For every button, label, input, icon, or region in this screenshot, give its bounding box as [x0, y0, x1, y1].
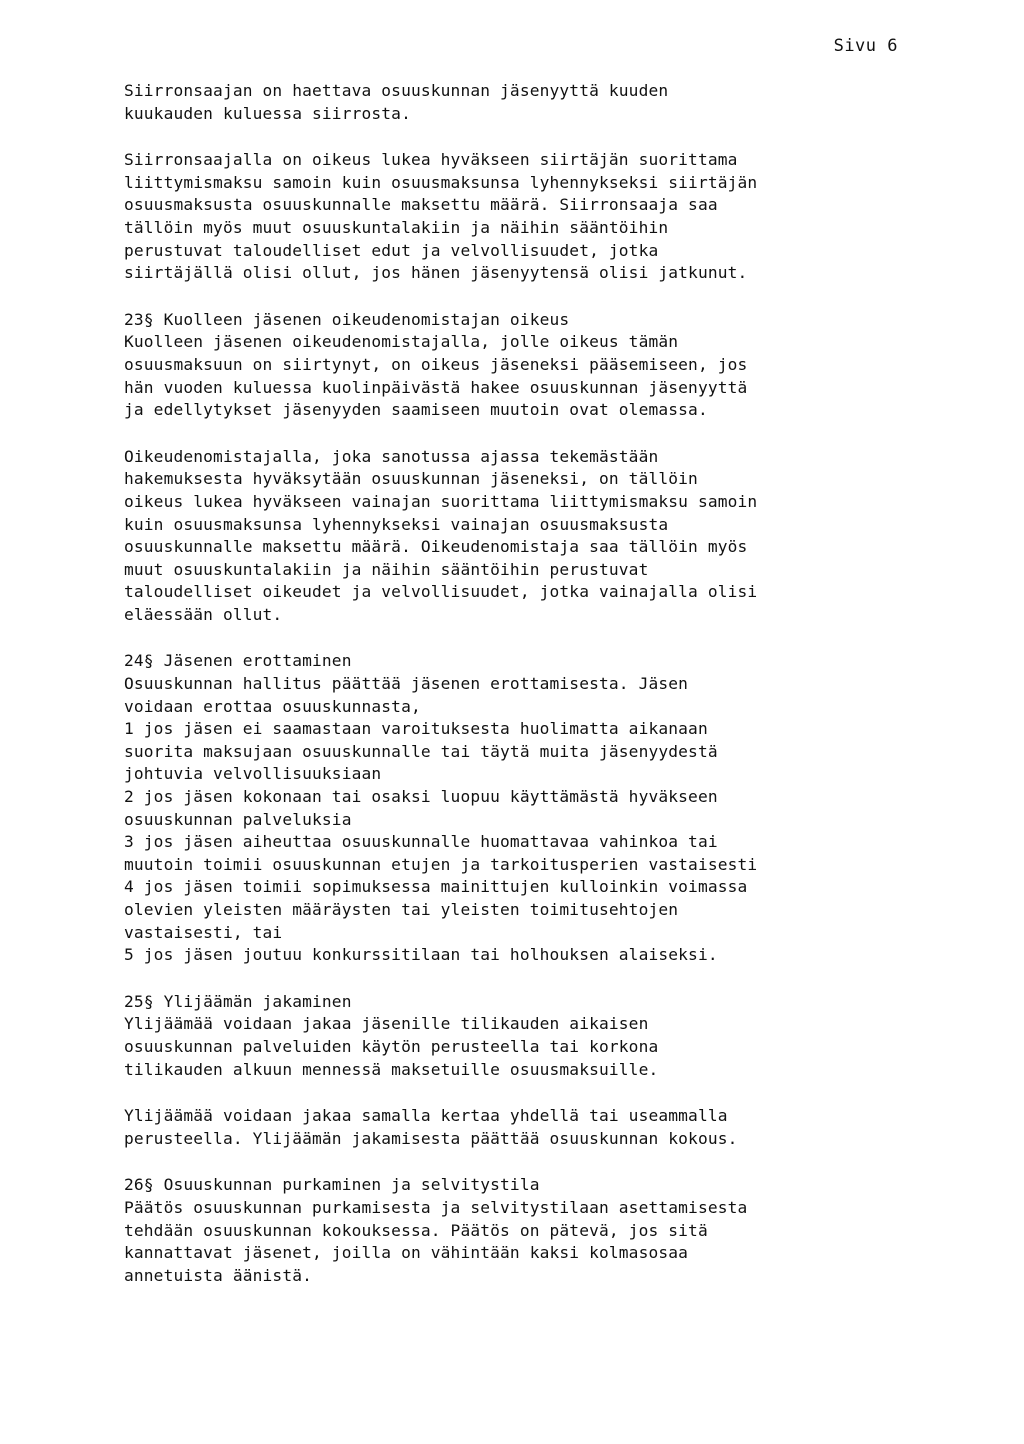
paragraph-heir-rights — [124, 446, 914, 627]
section-26 — [124, 1174, 914, 1287]
text-line: Siirronsaajan on haettava osuuskunnan jäsenyyttä kuuden — [124, 81, 669, 100]
paragraph-transferee-rights — [124, 149, 914, 285]
text-line: Osuuskunnan hallitus päättää jäsenen erottamisesta. Jäsen — [124, 674, 689, 694]
page-number: Sivu 6 — [833, 36, 898, 56]
text-line: johtuvia velvollisuuksiaan — [124, 764, 382, 784]
text-line: hakemuksesta hyväksytään osuuskunnan jäseneksi, on tällöin — [124, 469, 698, 489]
list-item: 2 jos jäsen kokonaan tai osaksi luopuu käyttämästä hyväkseen — [124, 787, 718, 807]
section-heading: 25§ Ylijäämän jakaminen — [124, 991, 352, 1011]
text-line: Siirronsaajalla on oikeus lukea hyväkseen siirtäjän suorittama — [124, 150, 738, 170]
list-item: 3 jos jäsen aiheuttaa osuuskunnalle huomattavaa vahinkoa tai — [124, 832, 718, 852]
text-line: Päätös osuuskunnan purkamisesta ja selvitystilaan asettamisesta — [124, 1197, 748, 1217]
text-line: Kuolleen jäsenen oikeudenomistajalla, jolle oikeus tämän — [124, 332, 679, 352]
text-line: tehdään osuuskunnan kokouksessa. Päätös on pätevä, jos sitä — [124, 1220, 708, 1240]
section-24 — [124, 650, 914, 966]
text-line: vastaisesti, tai — [124, 922, 283, 942]
list-item: 1 jos jäsen ei saamastaan varoituksesta huolimatta aikanaan — [124, 719, 708, 739]
text-line: Ylijäämää voidaan jakaa jäsenille tilikauden aikaisen — [124, 1014, 649, 1034]
text-line: tällöin myös muut osuuskuntalakiin ja näihin sääntöihin — [124, 217, 669, 237]
text-line: siirtäjällä olisi ollut, jos hänen jäsenyytensä olisi jatkunut. — [124, 263, 748, 283]
text-line: suorita maksujaan osuuskunnalle tai täytä muita jäsenyydestä — [124, 741, 718, 761]
text-line: osuuskunnalle maksettu määrä. Oikeudenomistaja saa tällöin myös — [124, 537, 748, 557]
list-item: 4 jos jäsen toimii sopimuksessa mainittujen kulloinkin voimassa — [124, 877, 748, 897]
text-line: voidaan erottaa osuuskunnasta, — [124, 696, 421, 716]
text-line: kuukauden kuluessa siirrosta. — [124, 103, 411, 123]
text-line: Ylijäämää voidaan jakaa samalla kertaa yhdellä tai useammalla — [124, 1106, 728, 1126]
text-line: Oikeudenomistajalla, joka sanotussa ajassa tekemästään — [124, 446, 659, 466]
list-item: 5 jos jäsen joutuu konkurssitilaan tai holhouksen alaiseksi. — [124, 945, 718, 965]
text-line: osuusmaksusta osuuskunnalle maksettu määrä. Siirronsaaja saa — [124, 195, 718, 215]
section-heading: 23§ Kuolleen jäsenen oikeudenomistajan oikeus — [124, 309, 570, 329]
text-line: kannattavat jäsenet, joilla on vähintään kaksi kolmasosaa — [124, 1243, 689, 1263]
section-25 — [124, 991, 914, 1081]
text-line: perusteella. Ylijäämän jakamisesta päättää osuuskunnan kokous. — [124, 1128, 738, 1148]
text-line: hän vuoden kuluessa kuolinpäivästä hakee osuuskunnan jäsenyyttä — [124, 377, 748, 397]
text-line: eläessään ollut. — [124, 604, 283, 624]
text-line: muutoin toimii osuuskunnan etujen ja tarkoitusperien vastaisesti — [124, 854, 758, 874]
text-line: tilikauden alkuun mennessä maksetuille osuusmaksuille. — [124, 1059, 659, 1079]
text-line: osuuskunnan palveluiden käytön perusteella tai korkona — [124, 1036, 659, 1056]
text-line: taloudelliset oikeudet ja velvollisuudet, jotka vainajalla olisi — [124, 582, 758, 602]
text-line: kuin osuusmaksunsa lyhennykseksi vainajan osuusmaksusta — [124, 514, 669, 534]
text-line: muut osuuskuntalakiin ja näihin sääntöihin perustuvat — [124, 559, 649, 579]
section-heading: 24§ Jäsenen erottaminen — [124, 651, 352, 671]
text-line: osuuskunnan palveluksia — [124, 809, 352, 829]
section-23 — [124, 309, 914, 422]
paragraph-transfer-membership — [124, 80, 914, 125]
text-line: osuusmaksuun on siirtynyt, on oikeus jäseneksi pääsemiseen, jos — [124, 354, 748, 374]
text-line: perustuvat taloudelliset edut ja velvollisuudet, jotka — [124, 240, 659, 260]
section-heading: 26§ Osuuskunnan purkaminen ja selvitystila — [124, 1175, 540, 1195]
text-line: ja edellytykset jäsenyyden saamiseen muutoin ovat olemassa. — [124, 400, 708, 420]
text-line: annetuista äänistä. — [124, 1265, 313, 1285]
document-body — [124, 80, 914, 1311]
text-line: liittymismaksu samoin kuin osuusmaksunsa lyhennykseksi siirtäjän — [124, 172, 758, 192]
text-line: olevien yleisten määräysten tai yleisten toimitusehtojen — [124, 900, 679, 919]
text-line: oikeus lukea hyväkseen vainajan suorittama liittymismaksu samoin — [124, 491, 758, 511]
paragraph-surplus-basis — [124, 1105, 914, 1150]
